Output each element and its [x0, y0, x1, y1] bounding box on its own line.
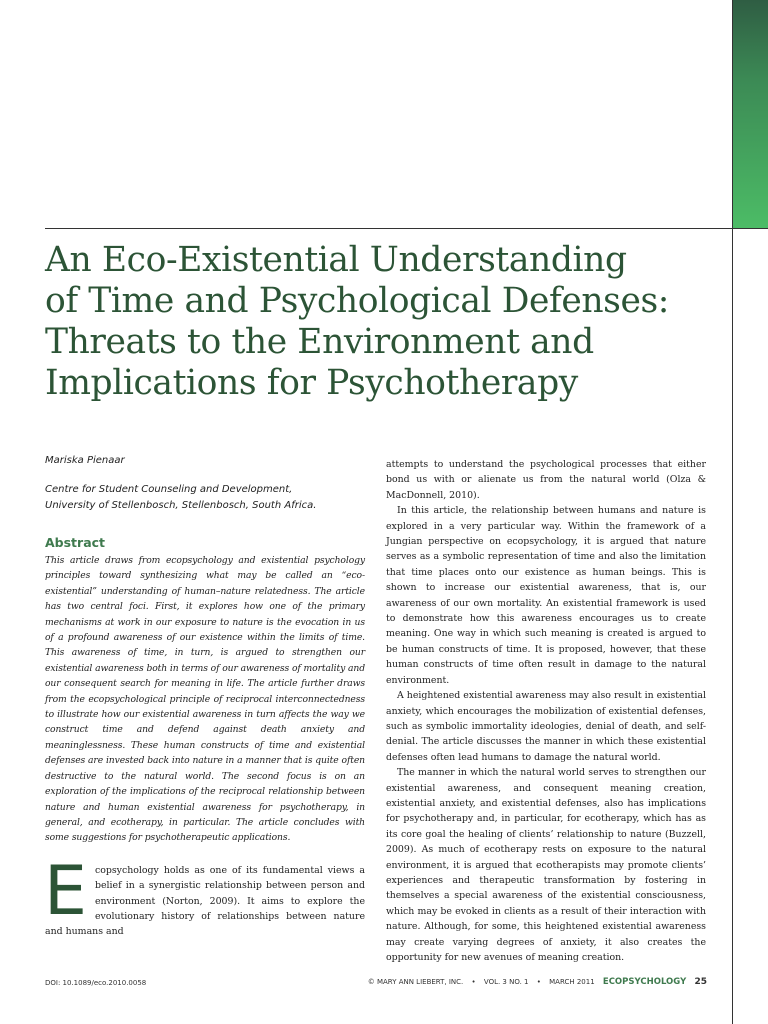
citation-line: [368, 977, 707, 987]
drop-cap: E: [44, 851, 87, 931]
title-line: An Eco-Existential Understanding: [45, 240, 627, 280]
separator-dot-icon: •: [471, 978, 476, 986]
author-name: Mariska Pienaar: [45, 455, 125, 466]
decorative-green-bar: [733, 0, 768, 228]
volume-number: VOL. 3: [483, 978, 507, 986]
right-column: [386, 457, 706, 965]
issue-number: NO. 1: [509, 978, 529, 986]
horizontal-rule: [45, 228, 768, 229]
affiliation-line: Centre for Student Counseling and Development,: [45, 484, 293, 495]
abstract-text: This article draws from ecopsychology and existential psychology principles toward synthesizing what may be called an “eco-existential” understanding of human–nature relatedness. The article has two central foci. First, it explores how one of the primary mechanisms at work in our exposure to nature is the evocation in us of a profound awareness of our existence within the limits of time. This awareness of time, in turn, is argued to strengthen our existential awareness both in terms of our awareness of mortality and our consequent search for meaning in life. The article further draws from the ecopsychological principle of reciprocal interconnectedness to illustrate how our existential awareness in turn affects the way we construct time and defend against death anxiety and meaninglessness. These human constructs of time and existential defenses are invested back into nature in a manner that is quite often destructive to the natural world. The second focus is on an exploration of the implications of the reciprocal relationship between nature and human existential awareness for psychotherapy, in general, and ecotherapy, in particular. The article concludes with some suggestions for psychotherapeutic applications.: [45, 555, 365, 844]
doi-link[interactable]: DOI: 10.1089/eco.2010.0058: [45, 979, 147, 987]
title-line: of Time and Psychological Defenses:: [45, 281, 670, 321]
body-paragraph: A heightened existential awareness may also result in existential anxiety, which encourages the mobilization of existential defenses, such as symbolic immortality ideologies, denial of death, and self-denial. The article discusses the manner in which these existential defenses often lead humans to damage the natural world.: [386, 690, 706, 763]
affiliation-line: University of Stellenbosch, Stellenbosch, South Africa.: [45, 499, 317, 511]
page-footer: [45, 977, 707, 991]
body-paragraph: attempts to understand the psychological processes that either bond us with or alienate us from the natural world (Olza & MacDonnell, 2010).: [386, 459, 706, 501]
separator-dot-icon: •: [536, 978, 541, 986]
vertical-rule: [732, 0, 733, 1024]
body-paragraph: The manner in which the natural world serves to strengthen our existential awareness, and consequent meaning creation, existential anxiety, and existential defenses, also has implications for psychotherapy and, in particular, for ecotherapy, which has as its core goal the healing of clients’ relationship to nature (Buzzell, 2009). As much of ecotherapy rests on exposure to the natural environment, it is argued that ecotherapists may promote clients’ experiences and therapeutic transformation by fostering in themselves a special awareness of the existential consciousness, which may be evoked in clients as a result of their interaction with nature. Although, for some, this heightened existential awareness may create varying degrees of anxiety, it also creates the opportunity for new avenues of meaning creation.: [386, 767, 706, 963]
title-line: Threats to the Environment and: [45, 322, 594, 362]
article-title: [45, 240, 670, 404]
issue-date: MARCH 2011: [549, 978, 595, 986]
journal-name: ECOPSYCHOLOGY: [602, 977, 687, 987]
abstract-heading: Abstract: [45, 535, 106, 550]
publisher-name: © MARY ANN LIEBERT, INC.: [367, 978, 464, 986]
intro-paragraph: [44, 851, 365, 940]
intro-text: copsychology holds as one of its fundamental views a belief in a synergistic relationship between person and environment (Norton, 2009). It aims to explore the evolutionary history of relationships between nature and humans and: [45, 864, 365, 938]
body-paragraph: In this article, the relationship between humans and nature is explored in a very particular way. Within the framework of a Jungian perspective on ecopsychology, it is argued that nature serves as a symbolic representation of time and also the limitation that time places onto our existence as human beings. This is shown to increase our existential awareness, that is, our awareness of our own mortality. An existential framework is used to demonstrate how this awareness encourages us to create meaning. One way in which such meaning is created is argued to be human constructs of time. It is proposed, however, that these human constructs of time often result in damage to the natural environment.: [386, 505, 706, 686]
left-column: [45, 455, 365, 940]
page-number: 25: [694, 977, 707, 987]
author-affiliation: [45, 482, 365, 513]
title-line: Implications for Psychotherapy: [45, 363, 578, 403]
